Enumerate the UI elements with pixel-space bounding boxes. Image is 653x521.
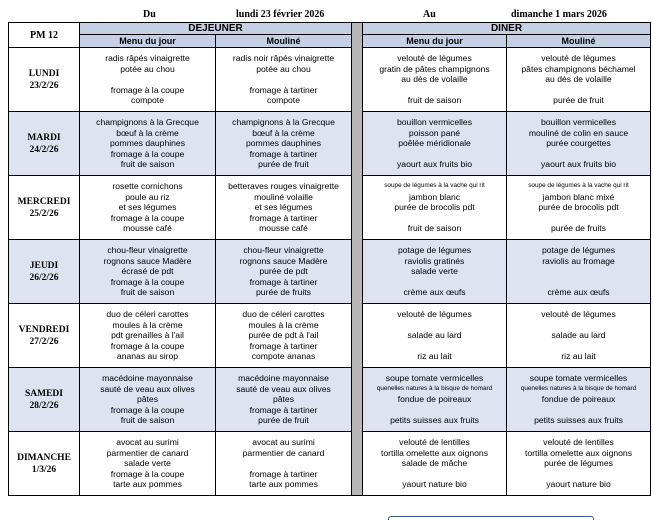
menu-item: bouillon vermicelles (397, 117, 472, 128)
menu-item: velouté de lentilles (399, 437, 470, 448)
menu-item: salade verte (411, 266, 458, 277)
day-date: 24/2/26 (29, 144, 59, 155)
menu-item: macédoine mayonnaise (102, 373, 193, 384)
menu-item: tarte aux pommes (249, 479, 318, 490)
menu-item: moules à la crème (112, 319, 183, 330)
day-row (9, 304, 651, 368)
menu-item: rosette cornichons (112, 181, 183, 192)
menu-item: potage de légumes (541, 245, 616, 256)
menu-item: quenelles natures à la bisque de homard (376, 384, 493, 392)
menu-item: potée au chou (256, 63, 311, 74)
menu-item: salade verte (124, 458, 171, 469)
menu-item: fromage à tartiner (249, 468, 318, 479)
day-name: SAMEDI (24, 388, 63, 399)
menu-item: parmentier de canard (106, 447, 189, 458)
menu-item: betteraves rouges vinaigrette (228, 181, 339, 192)
menu-item: fromage à la coupe (110, 148, 185, 159)
menu-item: pâtes (272, 394, 295, 405)
menu-item: sauté de veau aux olives (236, 383, 331, 394)
menu-item: potage de légumes (397, 245, 472, 256)
menu-item: soupe tomate vermicelles (529, 373, 628, 384)
menu-cell (80, 304, 216, 368)
menu-item: velouté de légumes (541, 53, 616, 64)
day-name: MARDI (27, 132, 61, 143)
menu-cell (363, 368, 507, 432)
menu-item: pommes dauphines (109, 138, 185, 149)
day-row (9, 432, 651, 496)
day-row (9, 112, 651, 176)
menu-item: soupe de légumes à la vache qui rit (528, 182, 629, 190)
menu-item: tortilla omelette aux oignons (380, 447, 488, 458)
menu-item: fromage à la coupe (110, 468, 185, 479)
menu-item: fromage à tartiner (249, 84, 318, 95)
menu-item: purée de brocolis pdt (538, 202, 619, 213)
menu-item: purée de fruit (553, 95, 604, 106)
menu-cell (216, 368, 352, 432)
menu-item (363, 341, 506, 352)
menu-cell (216, 432, 352, 496)
menu-cell (216, 176, 352, 240)
menu-item: purée courgettes (546, 138, 611, 149)
menu-table (8, 22, 651, 496)
menu-item: gratin de pâtes champignons (379, 63, 490, 74)
menu-item: chou-fleur vinaigrette (107, 245, 188, 256)
day-label (9, 48, 80, 112)
menu-item (216, 74, 351, 85)
menu-cell (216, 112, 352, 176)
day-row (9, 368, 651, 432)
menu-cell (363, 240, 507, 304)
menu-item: fruit de saison (120, 415, 175, 426)
menu-item: radis noir râpés vinaigrette (232, 53, 335, 64)
subheader-menu-du-jour: Menu du jour (80, 35, 216, 48)
day-row (9, 240, 651, 304)
menu-item: compote (267, 95, 300, 106)
menu-cell (507, 240, 651, 304)
day-date: 26/2/26 (29, 272, 59, 283)
menu-item: jambon blanc mixé (542, 191, 615, 202)
menu-cell (80, 112, 216, 176)
day-name: LUNDI (28, 68, 60, 79)
menu-cell (80, 368, 216, 432)
menu-item: mousse café (259, 223, 308, 234)
menu-item (507, 266, 650, 277)
menu-cell (507, 368, 651, 432)
menu-item: fromage à tartiner (249, 212, 318, 223)
menu-item (363, 320, 506, 331)
menu-item: bouillon vermicelles (541, 117, 616, 128)
menu-item (363, 213, 506, 224)
menu-item (507, 149, 650, 160)
menu-item: jambon blanc (408, 191, 461, 202)
menu-item: crème aux œufs (547, 287, 610, 298)
menu-cell (216, 240, 352, 304)
menu-item: au dès de volaille (401, 74, 468, 85)
menu-item (363, 469, 506, 480)
menu-item: yaourt nature bio (546, 479, 611, 490)
day-name: DIMANCHE (17, 452, 71, 463)
subheader-mouline: Mouliné (216, 35, 352, 48)
menu-item (507, 277, 650, 288)
menu-item: champignons à la Grecque (96, 117, 199, 128)
menu-item: salade au lard (407, 330, 462, 341)
menu-item (363, 277, 506, 288)
menu-item: mouliné volaille (254, 191, 313, 202)
menu-item (507, 469, 650, 480)
menu-item: fromage à tartiner (249, 340, 318, 351)
menu-item: fromage à la coupe (110, 404, 185, 415)
day-label (9, 240, 80, 304)
menu-item: macédoine mayonnaise (238, 373, 329, 384)
menu-item: raviolis au fromage (542, 255, 615, 266)
menu-item: fromage à tartiner (249, 148, 318, 159)
corner-label: PM 12 (9, 23, 80, 48)
menu-item: duo de céleri carottes (106, 309, 189, 320)
menu-item: purée de fruits (256, 287, 311, 298)
menu-item: velouté de légumes (541, 309, 616, 320)
menu-item: salade au lard (551, 330, 606, 341)
menu-cell (507, 112, 651, 176)
menu-item: purée de fruits (551, 223, 606, 234)
menu-item: moules à la crème (248, 319, 319, 330)
day-label (9, 112, 80, 176)
day-row (9, 48, 651, 112)
menu-item: duo de céleri carottes (242, 309, 325, 320)
subheader-mouline: Mouliné (507, 35, 651, 48)
menu-item: purée de brocolis pdt (394, 202, 475, 213)
day-label (9, 176, 80, 240)
menu-item: champignons à la Grecque (232, 117, 335, 128)
day-date: 23/2/26 (29, 80, 59, 91)
menu-cell (363, 432, 507, 496)
menu-item (80, 74, 215, 85)
menu-item: fromage à tartiner (249, 404, 318, 415)
day-label (9, 368, 80, 432)
menu-item: pâtes champignons béchamel (521, 63, 636, 74)
menu-item: velouté de légumes (397, 53, 472, 64)
menu-item: poêlée méridionale (398, 138, 471, 149)
menu-item: soupe tomate vermicelles (385, 373, 484, 384)
menu-item (363, 149, 506, 160)
menu-item (507, 85, 650, 96)
menu-item: riz au lait (417, 351, 452, 362)
menu-item: soupe de légumes à la vache qui rit (384, 182, 485, 190)
menu-cell (363, 176, 507, 240)
menu-item: purée de pdt (259, 266, 308, 277)
meal-header-diner: DINER (363, 23, 651, 35)
menu-item: écrasé de pdt (121, 266, 174, 277)
menu-item: fondue de poireaux (541, 394, 616, 405)
subheader-menu-du-jour: Menu du jour (363, 35, 507, 48)
menu-item: mousse café (123, 223, 172, 234)
menu-item: tarte aux pommes (113, 479, 182, 490)
menu-item (363, 85, 506, 96)
column-separator (352, 23, 363, 496)
menu-item: radis râpés vinaigrette (105, 53, 190, 64)
menu-item: rognons sauce Madère (239, 255, 328, 266)
meal-header-dejeuner: DEJEUNER (80, 23, 352, 35)
menu-item (363, 405, 506, 416)
menu-item: ananas au sirop (116, 351, 179, 362)
menu-item: velouté de lentilles (543, 437, 614, 448)
menu-item: poisson pané (408, 127, 461, 138)
menu-item: au dès de volaille (545, 74, 612, 85)
menu-item: fruit de saison (407, 95, 462, 106)
menu-cell (80, 240, 216, 304)
day-row (9, 176, 651, 240)
menu-item: riz au lait (561, 351, 596, 362)
menu-cell (507, 304, 651, 368)
menu-item: bœuf à la crème (252, 127, 315, 138)
menu-cell (507, 432, 651, 496)
menu-cell (507, 48, 651, 112)
menu-item: fromage à la coupe (110, 340, 185, 351)
day-date: 28/2/26 (29, 400, 59, 411)
menu-item: pommes dauphines (245, 138, 321, 149)
menu-item: fondue de poireaux (397, 394, 472, 405)
menu-cell (363, 112, 507, 176)
day-label (9, 304, 80, 368)
menu-item: velouté de légumes (397, 309, 472, 320)
menu-item: tortilla omelette aux oignons (524, 447, 632, 458)
day-date: 27/2/26 (29, 336, 59, 347)
menu-cell (216, 304, 352, 368)
menu-item: poule au riz (125, 191, 170, 202)
menu-item (507, 405, 650, 416)
menu-item: petits suisses aux fruits (390, 415, 479, 426)
menu-item: et ses légumes (118, 202, 177, 213)
menu-item: yaourt nature bio (402, 479, 467, 490)
menu-item: mouliné de colin en sauce (528, 127, 629, 138)
menu-item: fromage à la coupe (110, 84, 185, 95)
menu-item: purée de fruit (258, 159, 309, 170)
menu-item: yaourt aux fruits bio (397, 159, 472, 170)
menu-item: potée au chou (120, 63, 175, 74)
menu-cell (216, 48, 352, 112)
menu-item (507, 320, 650, 331)
menu-item: fruit de saison (407, 223, 462, 234)
day-name: JEUDI (29, 260, 59, 271)
menu-item: salade de mâche (401, 458, 468, 469)
menu-item: purée de légumes (544, 458, 613, 469)
menu-item: raviolis gratinés (404, 255, 465, 266)
menu-cell (363, 304, 507, 368)
menu-item: fromage à la coupe (110, 212, 185, 223)
day-name: MERCREDI (17, 196, 71, 207)
menu-item: quenelles natures à la bisque de homard (520, 384, 637, 392)
menu-item (507, 341, 650, 352)
start-date: lundi 23 février 2026 (236, 9, 325, 20)
day-date: 1/3/26 (31, 464, 57, 475)
menu-cell (80, 48, 216, 112)
menu-item: petits suisses aux fruits (534, 415, 623, 426)
du-label: Du (143, 9, 156, 20)
end-date: dimanche 1 mars 2026 (511, 9, 607, 20)
day-date: 25/2/26 (29, 208, 59, 219)
menu-item: pâtes (136, 394, 159, 405)
menu-item: chou-fleur vinaigrette (243, 245, 324, 256)
menu-item: compote (131, 95, 164, 106)
au-label: Au (423, 9, 436, 20)
menu-item: fruit de saison (120, 287, 175, 298)
menu-item: rognons sauce Madère (103, 255, 192, 266)
menu-item: bœuf à la crème (116, 127, 179, 138)
menu-item: fruit de saison (120, 159, 175, 170)
menu-cell (363, 48, 507, 112)
menu-item (507, 213, 650, 224)
menu-item: compote ananas (251, 351, 316, 362)
day-label (9, 432, 80, 496)
menu-item: fromage à la coupe (110, 276, 185, 287)
day-name: VENDREDI (18, 324, 70, 335)
menu-item: avocat au surimi (252, 437, 315, 448)
menu-item: crème aux œufs (403, 287, 466, 298)
menu-item: et ses légumes (254, 202, 313, 213)
menu-item: sauté de veau aux olives (100, 383, 195, 394)
menu-cell (80, 432, 216, 496)
menu-item: pdt grenailles à l'ail (111, 330, 184, 341)
menu-item: purée de pdt à l'ail (248, 330, 319, 341)
menu-item: fromage à tartiner (249, 276, 318, 287)
menu-item: purée de fruit (258, 415, 309, 426)
menu-item: avocat au surimi (116, 437, 179, 448)
menu-item: parmentier de canard (242, 447, 325, 458)
menu-cell (507, 176, 651, 240)
menu-item (216, 458, 351, 469)
menu-cell (80, 176, 216, 240)
menu-item: yaourt aux fruits bio (541, 159, 616, 170)
bottom-blue-bar (388, 516, 594, 520)
